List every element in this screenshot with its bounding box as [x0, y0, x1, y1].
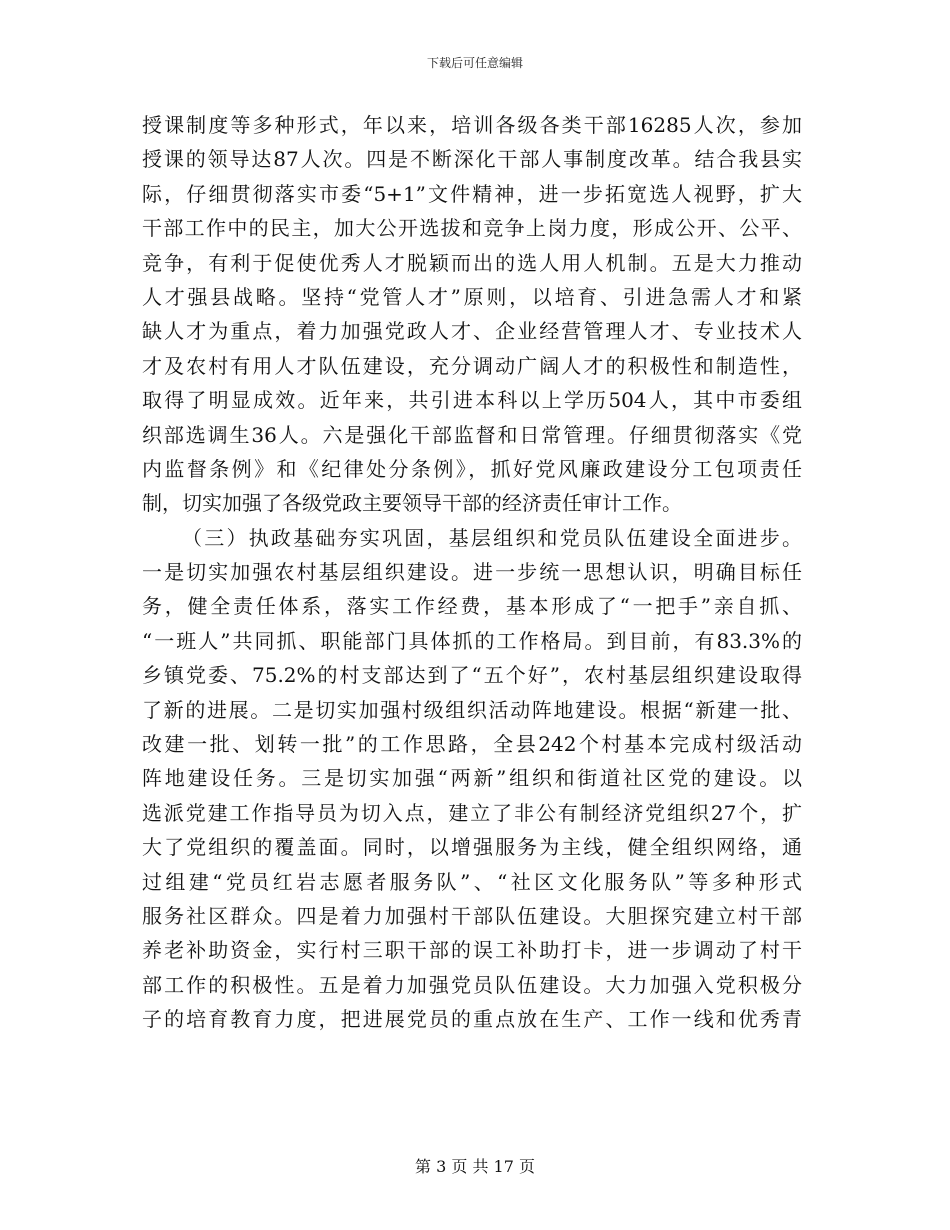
text-line: 干部工作中的民主，加大公开选拔和竞争上岗力度，形成公开、公平、 [142, 216, 802, 241]
text-line: 授课制度等多种形式，年以来，培训各级各类干部16285人次，参加 [142, 113, 802, 137]
text-line: 部工作的积极性。五是着力加强党员队伍建设。大力加强入党积极分 [142, 972, 802, 997]
text-line: 一是切实加强农村基层组织建设。进一步统一思想认识，明确目标任 [142, 560, 802, 585]
text-line: 子的培育教育力度，把进展党员的重点放在生产、工作一线和优秀青 [142, 1007, 802, 1032]
text-line: 授课的领导达87人次。四是不断深化干部人事制度改革。结合我县实 [142, 147, 802, 172]
text-line: 织部选调生36人。六是强化干部监督和日常管理。仔细贯彻落实《党 [142, 422, 802, 447]
text-line: “一班人”共同抓、职能部门具体抓的工作格局。到目前，有83.3%的 [142, 628, 802, 653]
text-line: 内监督条例》和《纪律处分条例》，抓好党风廉政建设分工包项责任 [142, 456, 802, 481]
paragraph-last-line: 制，切实加强了各级党政主要领导干部的经济责任审计工作。 [142, 491, 682, 516]
text-line: 人才强县战略。坚持“党管人才”原则，以培育、引进急需人才和紧 [142, 284, 802, 309]
text-line: 竞争，有利于促使优秀人才脱颖而出的选人用人机制。五是大力推动 [142, 250, 802, 275]
text-line: 缺人才为重点，着力加强党政人才、企业经营管理人才、专业技术人 [142, 319, 802, 344]
text-line: 服务社区群众。四是着力加强村干部队伍建设。大胆探究建立村干部 [142, 903, 802, 928]
text-line: 务，健全责任体系，落实工作经费，基本形成了“一把手”亲自抓、 [142, 594, 802, 619]
text-line: 选派党建工作指导员为切入点，建立了非公有制经济党组织27个，扩 [142, 800, 802, 825]
page-footer: 第 3 页 共 17 页 [415, 1157, 535, 1176]
text-line: 阵地建设任务。三是切实加强“两新”组织和街道社区党的建设。以 [142, 766, 802, 791]
section-heading-line: （三）执政基础夯实巩固，基层组织和党员队伍建设全面进步。 [182, 525, 802, 550]
text-line: 大了党组织的覆盖面。同时，以增强服务为主线，健全组织网络，通 [142, 835, 802, 860]
text-line: 取得了明显成效。近年来，共引进本科以上学历504人，其中市委组 [142, 388, 802, 413]
text-line: 养老补助资金，实行村三职干部的误工补助打卡，进一步调动了村干 [142, 938, 802, 963]
text-line: 乡镇党委、75.2%的村支部达到了“五个好”，农村基层组织建设取得 [142, 663, 802, 688]
text-line: 过组建“党员红岩志愿者服务队”、“社区文化服务队”等多种形式 [142, 869, 802, 894]
page-header: 下载后可任意编辑 [426, 56, 523, 70]
text-line: 才及农村有用人才队伍建设，充分调动广阔人才的积极性和制造性， [142, 353, 802, 378]
text-line: 际，仔细贯彻落实市委“5+1”文件精神，进一步拓宽选人视野，扩大 [142, 181, 802, 206]
text-line: 了新的进展。二是切实加强村级组织活动阵地建设。根据“新建一批、 [142, 697, 802, 722]
text-line: 改建一批、划转一批”的工作思路，全县242个村基本完成村级活动 [142, 732, 802, 757]
document-body [142, 108, 802, 1037]
